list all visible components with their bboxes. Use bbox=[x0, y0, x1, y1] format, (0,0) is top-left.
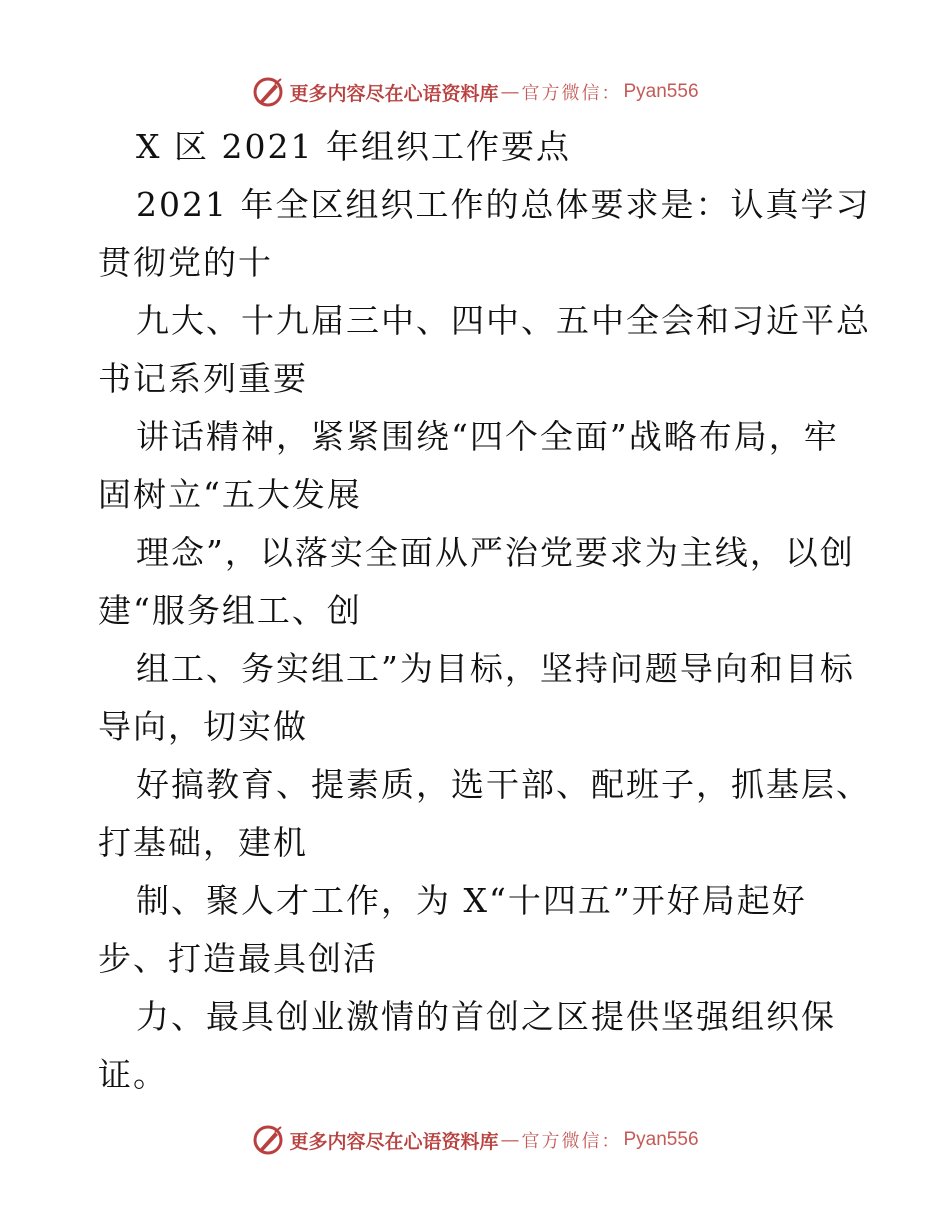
paragraph-line: 九大、十九届三中、四中、五中全会和习近平总 bbox=[136, 301, 871, 340]
quill-logo-icon bbox=[251, 75, 285, 109]
paragraph-line: 制、聚人才工作，为 X“十四五”开好局起好 bbox=[136, 881, 807, 920]
paragraph-line: 导向，切实做 bbox=[98, 707, 308, 746]
banner-wechat-id: Pyan556 bbox=[623, 1129, 699, 1150]
quill-logo-icon bbox=[251, 1123, 285, 1157]
paragraph-line: 好搞教育、提素质，选干部、配班子，抓基层、 bbox=[136, 765, 871, 804]
document-title: X 区 2021 年组织工作要点 bbox=[136, 127, 571, 166]
paragraph-line: 力、最具创业激情的首创之区提供坚强组织保 bbox=[136, 997, 836, 1036]
paragraph-line: 步、打造最具创活 bbox=[98, 939, 378, 978]
watermark-banner-top bbox=[0, 72, 950, 112]
banner-wechat-id: Pyan556 bbox=[623, 81, 699, 102]
paragraph-line: 建“服务组工、创 bbox=[98, 591, 362, 630]
paragraph-line: 理念”，以落实全面从严治党要求为主线，以创 bbox=[136, 533, 855, 572]
banner-wechat-label: 官方微信： bbox=[521, 83, 622, 104]
paragraph-line: 讲话精神，紧紧围绕“四个全面”战略布局，牢 bbox=[136, 417, 839, 456]
watermark-banner-bottom bbox=[0, 1120, 950, 1160]
paragraph-line: 证。 bbox=[98, 1055, 168, 1094]
paragraph-line: 贯彻党的十 bbox=[98, 243, 273, 282]
banner-promo-text: 更多内容尽在心语资料库 bbox=[289, 82, 499, 105]
banner-dash: — bbox=[500, 1129, 520, 1151]
document-body bbox=[98, 118, 871, 1104]
paragraph-line: 2021 年全区组织工作的总体要求是：认真学习 bbox=[136, 185, 871, 224]
paragraph-line: 组工、务实组工”为目标，坚持问题导向和目标 bbox=[136, 649, 855, 688]
banner-dash: — bbox=[500, 81, 520, 103]
banner-wechat-label: 官方微信： bbox=[521, 1131, 622, 1152]
paragraph-line: 固树立“五大发展 bbox=[98, 475, 362, 514]
banner-promo-text: 更多内容尽在心语资料库 bbox=[289, 1130, 499, 1153]
paragraph-line: 打基础，建机 bbox=[98, 823, 308, 862]
paragraph-line: 书记系列重要 bbox=[98, 359, 308, 398]
